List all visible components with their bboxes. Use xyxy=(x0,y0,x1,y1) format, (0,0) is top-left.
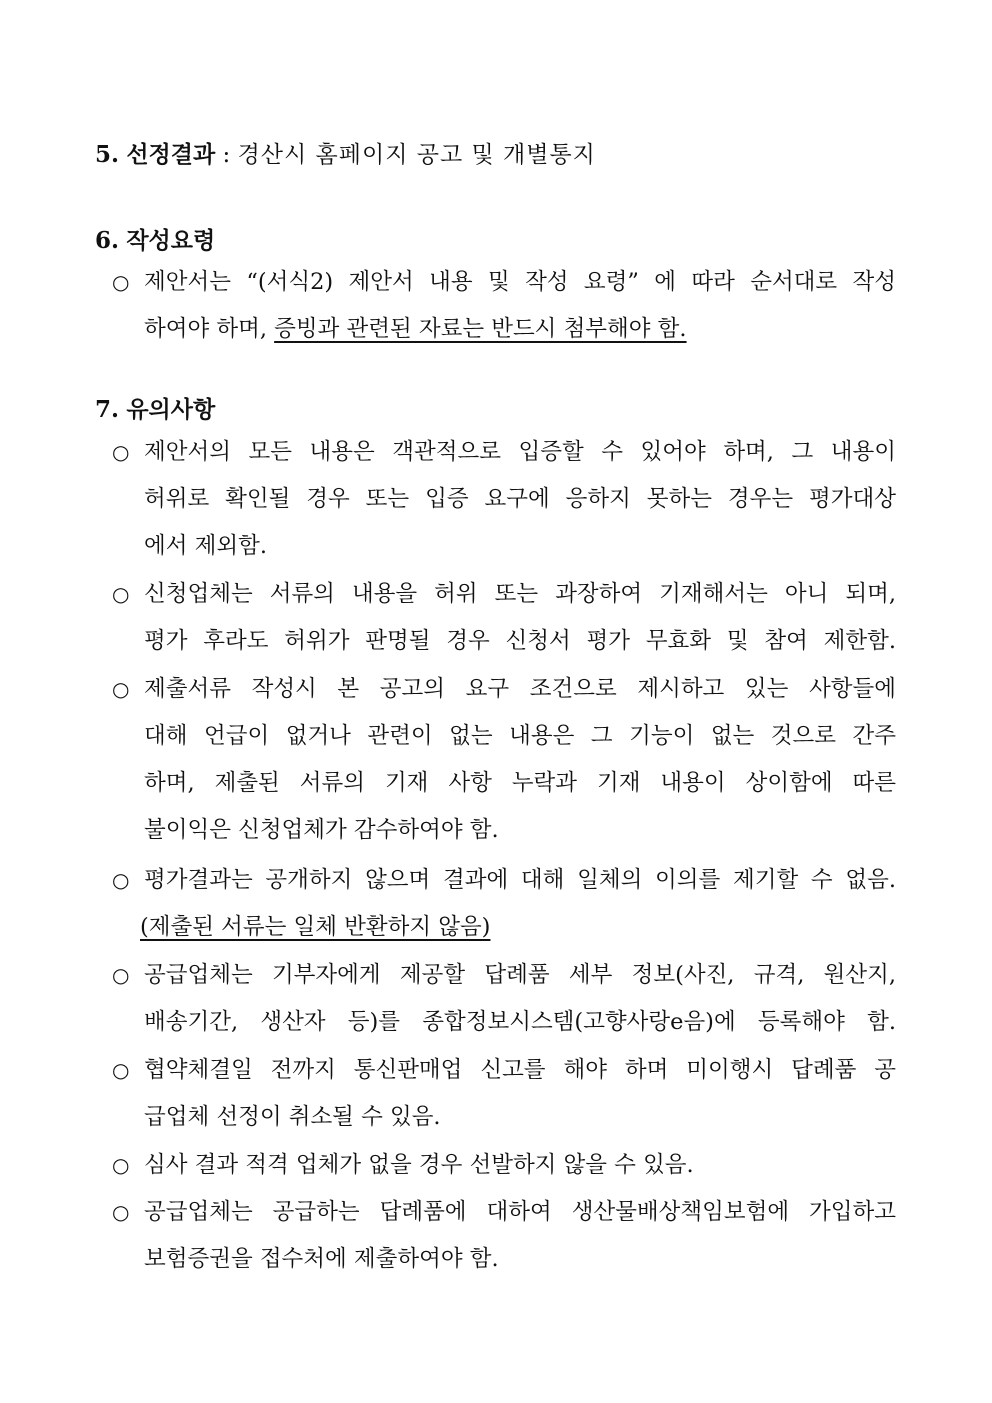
item-line: 배송기간, 생산자 등)를 종합정보시스템(고향사랑e음)에 등록해야 함. xyxy=(144,1009,896,1035)
section-body: 경산시 홈페이지 공고 및 개별통지 xyxy=(237,142,596,168)
item-line: 급업체 선정이 취소될 수 있음. xyxy=(144,1104,441,1130)
item-line: 제안서의 모든 내용은 객관적으로 입증할 수 있어야 하며, 그 내용이 xyxy=(144,439,896,465)
item-line: 대해 언급이 없거나 관련이 없는 내용은 그 기능이 없는 것으로 간주 xyxy=(144,723,896,749)
bullet-circle-icon: ○ xyxy=(112,1200,130,1224)
bullet-circle-icon: ○ xyxy=(112,440,130,464)
underlined-text: (제출된 서류는 일체 반환하지 않음) xyxy=(140,914,491,940)
item-line: 평가결과는 공개하지 않으며 결과에 대해 일체의 이의를 제기할 수 없음. xyxy=(144,867,896,893)
item-line: 제안서는 “(서식2) 제안서 내용 및 작성 요령” 에 따라 순서대로 작성 xyxy=(144,269,896,295)
item-line: 제출서류 작성시 본 공고의 요구 조건으로 제시하고 있는 사항들에 xyxy=(144,676,896,702)
section-5-heading xyxy=(95,140,596,170)
section-title: 유의사항 xyxy=(126,396,216,423)
bullet-circle-icon: ○ xyxy=(112,868,130,892)
section-title: 작성요령 xyxy=(126,227,216,254)
bullet-circle-icon: ○ xyxy=(112,582,130,606)
section-6-heading xyxy=(95,226,215,256)
underlined-text: 증빙과 관련된 자료는 반드시 첨부해야 함. xyxy=(274,316,687,342)
bullet-circle-icon: ○ xyxy=(112,677,130,701)
bullet-circle-icon: ○ xyxy=(112,270,130,294)
item-line: 공급업체는 기부자에게 제공할 답례품 세부 정보(사진, 규격, 원산지, xyxy=(144,962,896,988)
section-number: 5. xyxy=(95,141,120,168)
item-line: 허위로 확인될 경우 또는 입증 요구에 응하지 못하는 경우는 평가대상 xyxy=(144,486,896,512)
bullet-circle-icon: ○ xyxy=(112,1153,130,1177)
bullet-circle-icon: ○ xyxy=(112,1058,130,1082)
bullet-circle-icon: ○ xyxy=(112,963,130,987)
item-line: 하며, 제출된 서류의 기재 사항 누락과 기재 내용이 상이함에 따른 xyxy=(144,770,896,796)
item-line: 평가 후라도 허위가 판명될 경우 신청서 평가 무효화 및 참여 제한함. xyxy=(144,628,896,654)
item-line: 불이익은 신청업체가 감수하여야 함. xyxy=(144,817,499,843)
section-number: 6. xyxy=(95,227,120,254)
item-line: 협약체결일 전까지 통신판매업 신고를 해야 하며 미이행시 답례품 공 xyxy=(144,1057,896,1083)
section-title: 선정결과 xyxy=(126,141,216,168)
item-line xyxy=(140,912,892,942)
item-line: 보험증권을 접수처에 제출하여야 함. xyxy=(144,1246,499,1272)
section-separator: : xyxy=(215,142,238,168)
item-text: 하여야 하며, xyxy=(144,316,275,342)
item-line: 에서 제외함. xyxy=(144,533,267,559)
item-line: 공급업체는 공급하는 답례품에 대하여 생산물배상책임보험에 가입하고 xyxy=(144,1199,896,1225)
section-number: 7. xyxy=(95,396,120,423)
item-line: 신청업체는 서류의 내용을 허위 또는 과장하여 기재해서는 아니 되며, xyxy=(144,581,896,607)
item-line: 심사 결과 적격 업체가 없을 경우 선발하지 않을 수 있음. xyxy=(144,1152,694,1178)
section-7-heading xyxy=(95,395,215,425)
item-line xyxy=(144,314,896,344)
